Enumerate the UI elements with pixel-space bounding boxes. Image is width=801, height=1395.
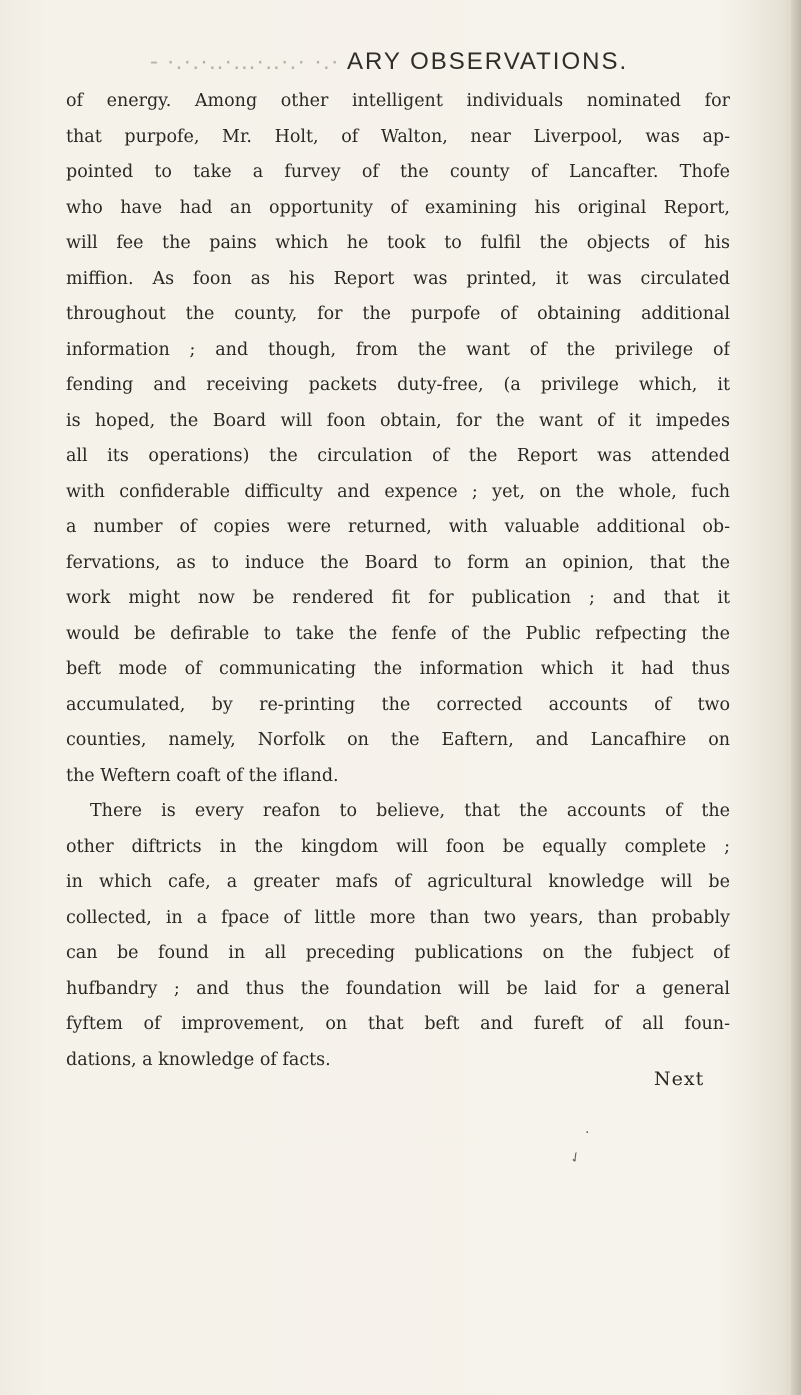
text-line: hufbandry ; and thus the foundation will be laid for a general — [66, 978, 730, 999]
running-head-faded: - ·.·.·..·...·..·.· ·.· — [150, 48, 340, 75]
text-line: fyftem of improvement, on that beft and fureft of all foun- — [66, 1014, 730, 1034]
text-line: work might now be rendered fit for publication ; and that it — [66, 588, 730, 608]
text-line: can be found in all preceding publications on the fubject of — [66, 943, 730, 963]
text-line: would be defirable to take the fenfe of the Public refpecting the — [66, 623, 730, 644]
text-line: other diftricts in the kingdom will foon be equally complete ; — [66, 836, 730, 857]
text-line: There is every reafon to believe, that the accounts of the — [90, 801, 730, 821]
text-line: beft mode of communicating the information which it had thus — [66, 659, 730, 679]
text-line: miffion. As foon as his Report was printed, it was circulated — [66, 268, 730, 289]
running-head — [150, 48, 710, 76]
text-line: all its operations) the circulation of the Report was attended — [66, 446, 730, 466]
text-line: with confiderable difficulty and expence ; yet, on the whole, fuch — [66, 481, 730, 502]
text-line: accumulated, by re-printing the corrected accounts of two — [66, 694, 730, 715]
running-head-title: ARY OBSERVATIONS. — [346, 48, 629, 75]
text-line: fervations, as to induce the Board to form an opinion, that the — [66, 552, 730, 573]
text-line: who have had an opportunity of examining his original Report, — [66, 197, 730, 218]
body-text — [66, 84, 730, 1078]
text-line: in which cafe, a greater mafs of agricultural knowledge will be — [66, 872, 730, 892]
text-line: throughout the county, for the purpofe of obtaining additional — [66, 304, 730, 324]
text-line: pointed to take a furvey of the county of Lancafter. Thofe — [66, 162, 730, 182]
ink-speck: ✓ — [566, 1148, 585, 1168]
text-line: is hoped, the Board will foon obtain, for the want of it impedes — [66, 410, 730, 431]
page-edge — [791, 0, 801, 1395]
text-line: fending and receiving packets duty-free, (a privilege which, it — [66, 375, 730, 395]
text-line: dations, a knowledge of facts. — [66, 1049, 331, 1070]
text-line: will fee the pains which he took to fulfil the objects of his — [66, 233, 730, 253]
text-line: the Weftern coaft of the ifland. — [66, 765, 339, 786]
text-line: information ; and though, from the want of the privilege of — [66, 339, 730, 360]
ink-speck: · — [585, 1125, 590, 1141]
text-line: that purpofe, Mr. Holt, of Walton, near Liverpool, was ap- — [66, 126, 730, 147]
text-line: of energy. Among other intelligent individuals nominated for — [66, 91, 730, 111]
text-line: collected, in a fpace of little more than two years, than probably — [66, 907, 730, 928]
catchword: Next — [654, 1068, 705, 1090]
text-line: counties, namely, Norfolk on the Eaftern, and Lancafhire on — [66, 730, 730, 750]
text-line: a number of copies were returned, with valuable additional ob- — [66, 517, 730, 537]
